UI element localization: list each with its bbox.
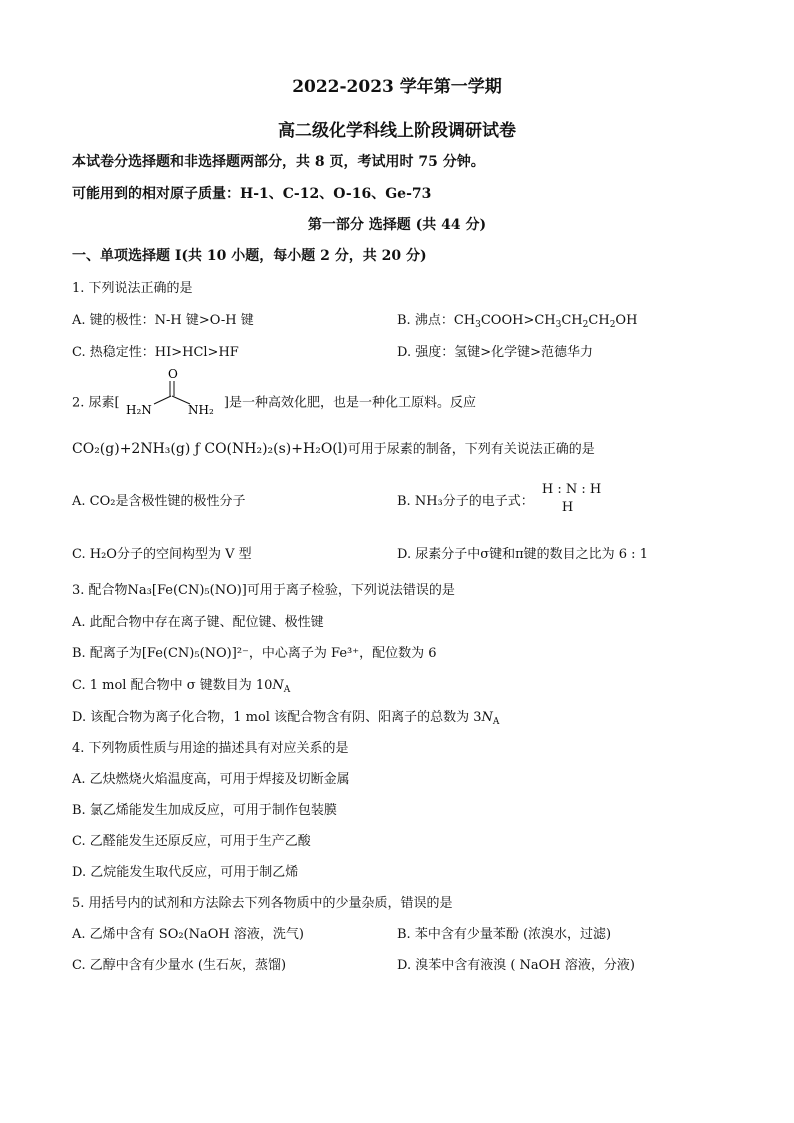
q1-option-c: C. 热稳定性：HI>HCl>HF [72,345,239,360]
urea-left-amine: H₂N [125,403,152,417]
exam-year-title: 2022-2023 学年第一学期 [292,77,502,97]
q5-option-c: C. 乙醇中含有少量水 (生石灰，蒸馏) [72,958,287,973]
q2-option-b: B. NH₃分子的电子式： H : N : H H [397,482,602,515]
urea-right-amine: NH₂ [187,403,214,417]
q4-option-a: A. 乙炔燃烧火焰温度高，可用于焊接及切断金属 [72,772,350,787]
part1-heading: 第一部分 选择题 (共 44 分) [307,217,487,233]
atomic-mass-note: 可能用到的相对原子质量：H-1、C-12、O-16、Ge-73 [72,186,432,202]
q3-option-b: B. 配离子为[Fe(CN)₅(NO)]²⁻，中心离子为 Fe³⁺，配位数为 6 [72,646,437,661]
exam-note: 本试卷分选择题和非选择题两部分，共 8 页，考试用时 75 分钟。 [72,154,485,170]
q2-option-a: A. CO₂是含极性键的极性分子 [72,494,246,509]
q4-option-c: C. 乙醛能发生还原反应，可用于生产乙酸 [72,834,311,849]
q4-stem: 4. 下列物质性质与用途的描述具有对应关系的是 [72,741,349,756]
urea-oxygen: O [167,367,178,381]
q5-option-d: D. 溴苯中含有液溴 ( NaOH 溶液，分液) [397,958,635,973]
urea-structure-diagram [124,366,220,418]
q2-option-c: C. H₂O分子的空间构型为 V 型 [72,547,252,562]
q1-option-d: D. 强度：氢键>化学键>范德华力 [397,345,594,360]
q3-option-c: C. 1 mol 配合物中 σ 键数目为 $10N_A$ [72,678,291,695]
q5-stem: 5. 用括号内的试剂和方法除去下列各物质中的少量杂质，错误的是 [72,896,453,911]
exam-title: 高二级化学科线上阶段调研试卷 [278,121,516,141]
q5-option-b: B. 苯中含有少量苯酚 (浓溴水，过滤) [397,927,612,942]
q2-option-d: D. 尿素分子中σ键和π键的数目之比为 6 : 1 [397,547,648,562]
q3-stem: 3. 配合物Na₃[Fe(CN)₅(NO)]可用于离子检验，下列说法错误的是 [72,583,455,598]
q4-option-d: D. 乙烷能发生取代反应，可用于制乙烯 [72,865,299,880]
section1-heading: 一、单项选择题 I(共 10 小题，每小题 2 分，共 20 分) [72,248,427,264]
q3-option-d: D. 该配合物为离子化合物，1 mol 该配合物含有阴、阳离子的总数为 $3N_A$ [72,710,500,727]
nh3-electron-formula: H : N : H H [541,482,602,515]
q2-equation: CO₂(g)+2NH₃(g) ƒ CO(NH₂)₂(s)+H₂O(l)可用于尿素的制备，下列有关说法正确的是 [72,441,595,457]
q1-stem: 1. 下列说法正确的是 [72,281,193,296]
q5-option-a: A. 乙烯中含有 SO₂(NaOH 溶液，洗气) [72,927,304,942]
q1-option-a: A. 键的极性：N-H 键>O-H 键 [72,313,254,328]
q1-option-b: B. 沸点：$CH_3COOH>CH_3CH_2CH_2OH$ [397,313,638,330]
q4-option-b: B. 氯乙烯能发生加成反应，可用于制作包装膜 [72,803,337,818]
q2-stem: 2. 尿素[ O H₂N NH₂ ]是一种高效化肥，也是一种化工原料。反应 [72,367,476,417]
q3-option-a: A. 此配合物中存在离子键、配位键、极性键 [72,615,324,630]
